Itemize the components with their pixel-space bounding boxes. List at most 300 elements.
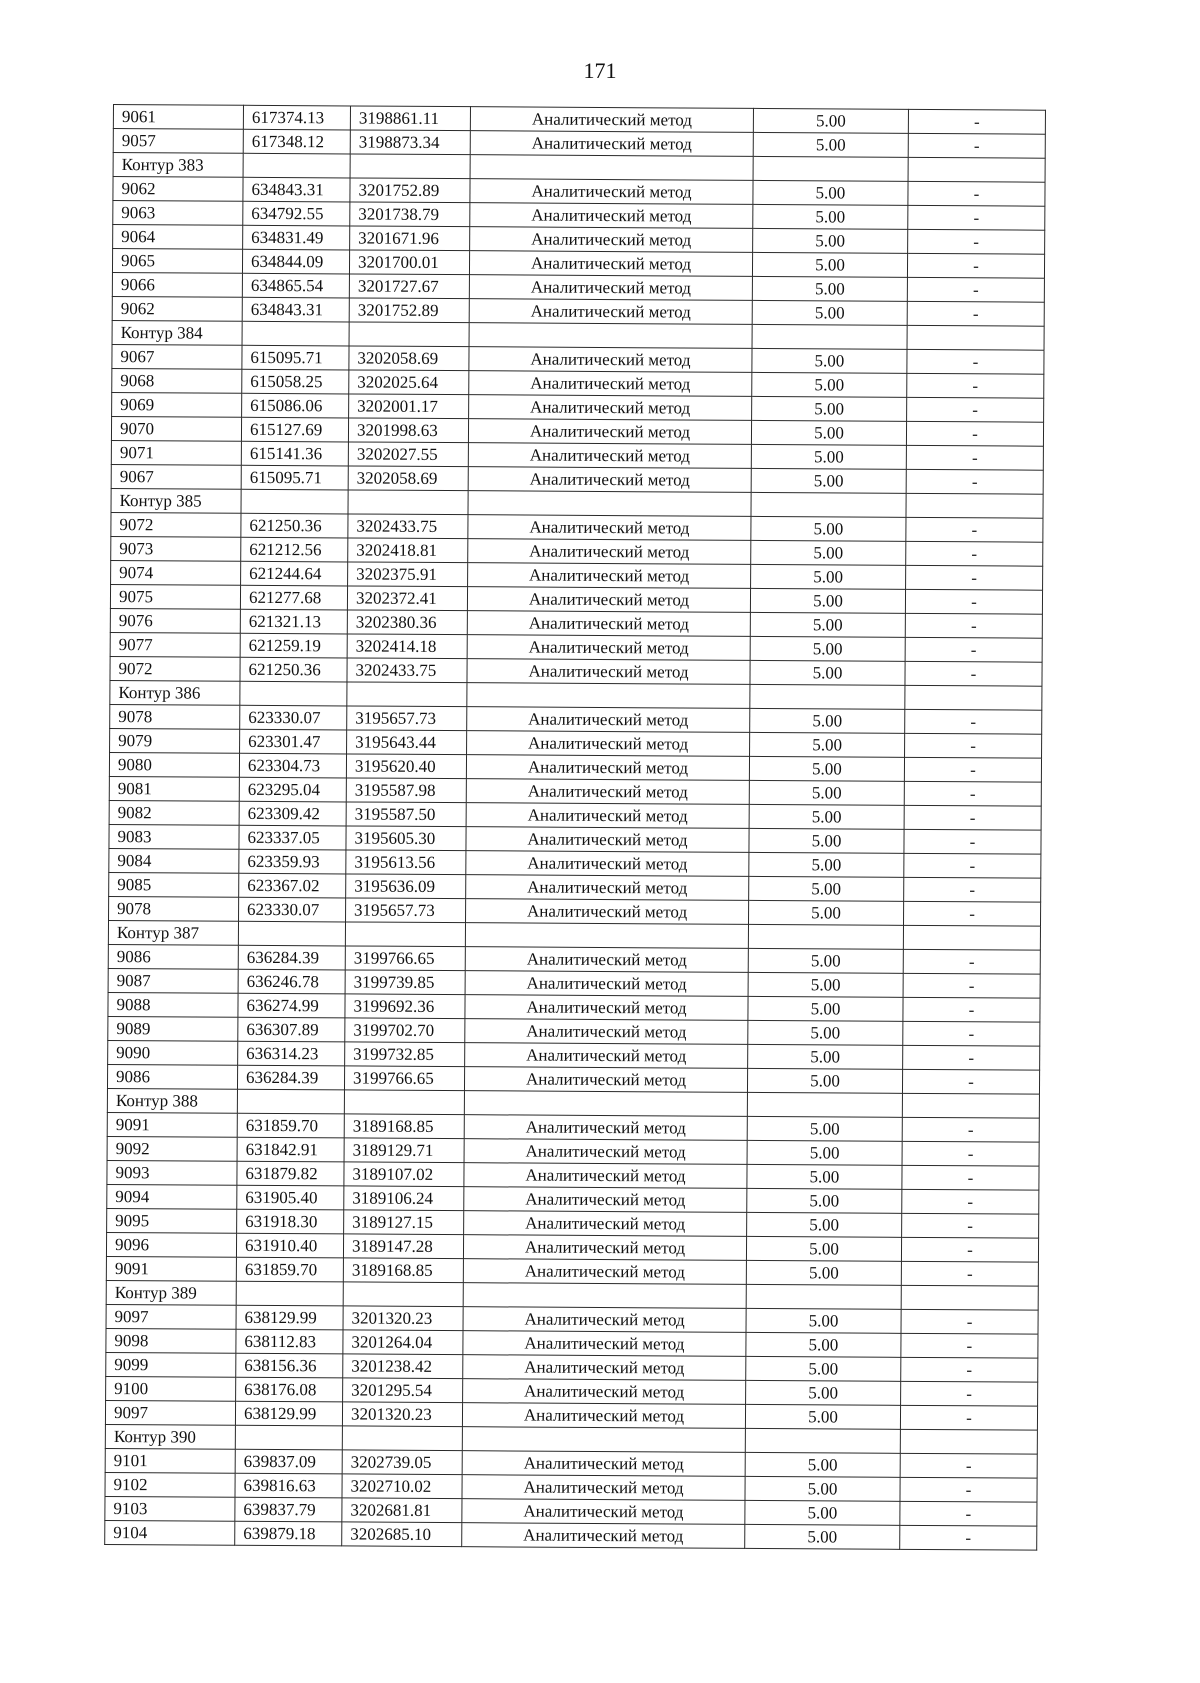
point-id-cell: 9079	[110, 728, 240, 753]
accuracy-cell: 5.00	[753, 228, 908, 253]
accuracy-cell: 5.00	[751, 468, 906, 493]
accuracy-cell: 5.00	[751, 564, 906, 589]
x-coordinate-cell: 631910.40	[236, 1233, 343, 1258]
method-cell: Аналитический метод	[463, 1235, 746, 1261]
y-coordinate-cell: 3201727.67	[349, 274, 469, 299]
accuracy-cell: 5.00	[749, 780, 904, 805]
empty-cell	[748, 924, 903, 949]
contour-label: Контур 389	[106, 1280, 236, 1305]
x-coordinate-cell: 638112.83	[236, 1329, 343, 1354]
y-coordinate-cell: 3202710.02	[342, 1474, 462, 1499]
point-id-cell: 9062	[112, 296, 242, 321]
empty-cell	[907, 325, 1044, 350]
accuracy-cell: 5.00	[752, 396, 907, 421]
method-cell: Аналитический метод	[469, 251, 752, 277]
method-cell: Аналитический метод	[469, 347, 752, 373]
accuracy-cell: 5.00	[750, 636, 905, 661]
point-id-cell: 9091	[107, 1112, 237, 1137]
point-id-cell: 9077	[110, 632, 240, 657]
x-coordinate-cell: 615127.69	[241, 417, 348, 442]
accuracy-cell: 5.00	[751, 420, 906, 445]
point-id-cell: 9062	[113, 177, 243, 202]
x-coordinate-cell: 638129.99	[236, 1305, 343, 1330]
accuracy-cell: 5.00	[752, 252, 907, 277]
point-id-cell: 9068	[112, 368, 242, 393]
note-cell: -	[905, 637, 1042, 662]
x-coordinate-cell: 615141.36	[241, 441, 348, 466]
method-cell: Аналитический метод	[466, 851, 749, 877]
point-id-cell: 9061	[113, 105, 243, 130]
empty-cell	[344, 1090, 464, 1115]
y-coordinate-cell: 3202375.91	[348, 562, 468, 587]
method-cell: Аналитический метод	[462, 1403, 745, 1429]
accuracy-cell: 5.00	[748, 948, 903, 973]
y-coordinate-cell: 3195620.40	[346, 754, 466, 779]
method-cell: Аналитический метод	[464, 1187, 747, 1213]
x-coordinate-cell: 636284.39	[237, 1065, 344, 1090]
x-coordinate-cell: 636307.89	[238, 1017, 345, 1042]
method-cell: Аналитический метод	[465, 947, 748, 973]
x-coordinate-cell: 621277.68	[240, 585, 347, 610]
method-cell: Аналитический метод	[467, 731, 750, 757]
note-cell: -	[904, 781, 1041, 806]
y-coordinate-cell: 3202027.55	[348, 442, 468, 467]
empty-cell	[241, 489, 348, 514]
empty-cell	[237, 1089, 344, 1114]
method-cell: Аналитический метод	[466, 779, 749, 805]
method-cell: Аналитический метод	[467, 635, 750, 661]
empty-cell	[243, 153, 350, 178]
y-coordinate-cell: 3201752.89	[350, 178, 470, 203]
x-coordinate-cell: 617348.12	[243, 129, 350, 154]
empty-cell	[750, 684, 905, 709]
y-coordinate-cell: 3195657.73	[347, 706, 467, 731]
x-coordinate-cell: 621244.64	[241, 561, 348, 586]
accuracy-cell: 5.00	[749, 756, 904, 781]
point-id-cell: 9064	[113, 225, 243, 250]
accuracy-cell: 5.00	[747, 1068, 902, 1093]
x-coordinate-cell: 634843.31	[242, 297, 349, 322]
note-cell: -	[900, 1525, 1037, 1550]
point-id-cell: 9103	[105, 1496, 235, 1521]
note-cell: -	[901, 1237, 1038, 1262]
point-id-cell: 9067	[112, 344, 242, 369]
x-coordinate-cell: 636274.99	[238, 993, 345, 1018]
note-cell: -	[901, 1261, 1038, 1286]
coordinates-table-body	[105, 105, 1046, 1551]
accuracy-cell: 5.00	[752, 276, 907, 301]
note-cell: -	[901, 1333, 1038, 1358]
method-cell: Аналитический метод	[470, 179, 753, 205]
method-cell: Аналитический метод	[463, 1331, 746, 1357]
y-coordinate-cell: 3199702.70	[345, 1018, 465, 1043]
method-cell: Аналитический метод	[466, 755, 749, 781]
method-cell: Аналитический метод	[462, 1475, 745, 1501]
note-cell: -	[904, 829, 1041, 854]
note-cell: -	[906, 421, 1043, 446]
accuracy-cell: 5.00	[746, 1260, 901, 1285]
point-id-cell: 9074	[111, 560, 241, 585]
accuracy-cell: 5.00	[746, 1356, 901, 1381]
method-cell: Аналитический метод	[465, 1043, 748, 1069]
note-cell: -	[903, 949, 1040, 974]
y-coordinate-cell: 3201295.54	[343, 1378, 463, 1403]
y-coordinate-cell: 3199766.65	[344, 1066, 464, 1091]
accuracy-cell: 5.00	[749, 804, 904, 829]
y-coordinate-cell: 3199766.65	[345, 946, 465, 971]
x-coordinate-cell: 639837.79	[235, 1497, 342, 1522]
x-coordinate-cell: 623337.05	[239, 825, 346, 850]
accuracy-cell: 5.00	[745, 1452, 900, 1477]
x-coordinate-cell: 623367.02	[239, 873, 346, 898]
x-coordinate-cell: 615095.71	[241, 465, 348, 490]
contour-label: Контур 386	[110, 680, 240, 705]
point-id-cell: 9099	[106, 1352, 236, 1377]
empty-cell	[467, 683, 750, 709]
accuracy-cell: 5.00	[749, 900, 904, 925]
note-cell: -	[906, 565, 1043, 590]
accuracy-cell: 5.00	[747, 1188, 902, 1213]
accuracy-cell: 5.00	[753, 132, 908, 157]
method-cell: Аналитический метод	[467, 611, 750, 637]
note-cell: -	[907, 373, 1044, 398]
method-cell: Аналитический метод	[466, 827, 749, 853]
accuracy-cell: 5.00	[751, 444, 906, 469]
x-coordinate-cell: 636314.23	[238, 1041, 345, 1066]
y-coordinate-cell: 3201320.23	[342, 1402, 462, 1427]
note-cell: -	[905, 661, 1042, 686]
x-coordinate-cell: 623330.07	[240, 705, 347, 730]
note-cell: -	[905, 589, 1042, 614]
note-cell: -	[902, 1189, 1039, 1214]
y-coordinate-cell: 3195605.30	[346, 826, 466, 851]
accuracy-cell: 5.00	[750, 588, 905, 613]
x-coordinate-cell: 638156.36	[236, 1353, 343, 1378]
note-cell: -	[907, 253, 1044, 278]
point-id-cell: 9092	[107, 1136, 237, 1161]
contour-label: Контур 383	[113, 153, 243, 178]
method-cell: Аналитический метод	[463, 1355, 746, 1381]
empty-cell	[901, 1285, 1038, 1310]
y-coordinate-cell: 3202058.69	[348, 466, 468, 491]
empty-cell	[348, 490, 468, 515]
y-coordinate-cell: 3189129.71	[344, 1138, 464, 1163]
note-cell: -	[902, 1213, 1039, 1238]
accuracy-cell: 5.00	[753, 180, 908, 205]
y-coordinate-cell: 3202058.69	[349, 346, 469, 371]
method-cell: Аналитический метод	[463, 1259, 746, 1285]
x-coordinate-cell: 634792.55	[243, 201, 350, 226]
y-coordinate-cell: 3199732.85	[345, 1042, 465, 1067]
empty-cell	[465, 923, 748, 949]
point-id-cell: 9078	[109, 896, 239, 921]
x-coordinate-cell: 623295.04	[239, 777, 346, 802]
note-cell: -	[908, 229, 1045, 254]
x-coordinate-cell: 638129.99	[235, 1401, 342, 1426]
empty-cell	[900, 1429, 1037, 1454]
empty-cell	[462, 1427, 745, 1453]
y-coordinate-cell: 3195587.98	[346, 778, 466, 803]
empty-cell	[468, 491, 751, 517]
y-coordinate-cell: 3201238.42	[343, 1354, 463, 1379]
point-id-cell: 9091	[106, 1256, 236, 1281]
note-cell: -	[906, 469, 1043, 494]
accuracy-cell: 5.00	[753, 108, 908, 133]
method-cell: Аналитический метод	[466, 899, 749, 925]
method-cell: Аналитический метод	[466, 875, 749, 901]
x-coordinate-cell: 634843.31	[243, 177, 350, 202]
x-coordinate-cell: 631859.70	[237, 1113, 344, 1138]
method-cell: Аналитический метод	[469, 371, 752, 397]
accuracy-cell: 5.00	[747, 1212, 902, 1237]
note-cell: -	[902, 1165, 1039, 1190]
y-coordinate-cell: 3198873.34	[350, 130, 470, 155]
note-cell: -	[908, 133, 1045, 158]
point-id-cell: 9090	[108, 1040, 238, 1065]
x-coordinate-cell: 623359.93	[239, 849, 346, 874]
method-cell: Аналитический метод	[462, 1451, 745, 1477]
x-coordinate-cell: 631859.70	[236, 1257, 343, 1282]
x-coordinate-cell: 634831.49	[243, 225, 350, 250]
y-coordinate-cell: 3201752.89	[349, 298, 469, 323]
note-cell: -	[908, 205, 1045, 230]
y-coordinate-cell: 3201998.63	[348, 418, 468, 443]
empty-cell	[343, 1282, 463, 1307]
accuracy-cell: 5.00	[745, 1500, 900, 1525]
point-id-cell: 9094	[107, 1184, 237, 1209]
point-id-cell: 9083	[109, 824, 239, 849]
empty-cell	[906, 493, 1043, 518]
method-cell: Аналитический метод	[464, 1211, 747, 1237]
x-coordinate-cell: 615095.71	[242, 345, 349, 370]
empty-cell	[752, 324, 907, 349]
x-coordinate-cell: 631905.40	[237, 1185, 344, 1210]
x-coordinate-cell: 638176.08	[236, 1377, 343, 1402]
note-cell: -	[907, 397, 1044, 422]
x-coordinate-cell: 636284.39	[238, 945, 345, 970]
method-cell: Аналитический метод	[468, 563, 751, 589]
note-cell: -	[902, 1141, 1039, 1166]
method-cell: Аналитический метод	[468, 443, 751, 469]
y-coordinate-cell: 3201671.96	[350, 226, 470, 251]
y-coordinate-cell: 3195636.09	[346, 874, 466, 899]
accuracy-cell: 5.00	[749, 852, 904, 877]
note-cell: -	[900, 1477, 1037, 1502]
x-coordinate-cell: 615058.25	[242, 369, 349, 394]
accuracy-cell: 5.00	[745, 1476, 900, 1501]
y-coordinate-cell: 3201738.79	[350, 202, 470, 227]
note-cell: -	[903, 1021, 1040, 1046]
y-coordinate-cell: 3201320.23	[343, 1306, 463, 1331]
note-cell: -	[908, 181, 1045, 206]
y-coordinate-cell: 3201264.04	[343, 1330, 463, 1355]
y-coordinate-cell: 3189106.24	[344, 1186, 464, 1211]
method-cell: Аналитический метод	[464, 1139, 747, 1165]
accuracy-cell: 5.00	[748, 972, 903, 997]
method-cell: Аналитический метод	[470, 107, 753, 133]
note-cell: -	[907, 301, 1044, 326]
empty-cell	[751, 492, 906, 517]
note-cell: -	[900, 1405, 1037, 1430]
note-cell: -	[906, 541, 1043, 566]
point-id-cell: 9084	[109, 848, 239, 873]
note-cell: -	[904, 805, 1041, 830]
method-cell: Аналитический метод	[467, 707, 750, 733]
method-cell: Аналитический метод	[468, 419, 751, 445]
y-coordinate-cell: 3198861.11	[350, 106, 470, 131]
point-id-cell: 9095	[107, 1208, 237, 1233]
y-coordinate-cell: 3202433.75	[348, 514, 468, 539]
accuracy-cell: 5.00	[751, 516, 906, 541]
method-cell: Аналитический метод	[469, 275, 752, 301]
y-coordinate-cell: 3201700.01	[349, 250, 469, 275]
point-id-cell: 9096	[106, 1232, 236, 1257]
x-coordinate-cell: 623301.47	[240, 729, 347, 754]
y-coordinate-cell: 3189127.15	[344, 1210, 464, 1235]
point-id-cell: 9098	[106, 1328, 236, 1353]
note-cell: -	[905, 613, 1042, 638]
method-cell: Аналитический метод	[470, 131, 753, 157]
empty-cell	[470, 155, 753, 181]
accuracy-cell: 5.00	[750, 708, 905, 733]
empty-cell	[464, 1091, 747, 1117]
y-coordinate-cell: 3202739.05	[342, 1450, 462, 1475]
accuracy-cell: 5.00	[746, 1308, 901, 1333]
method-cell: Аналитический метод	[462, 1499, 745, 1525]
point-id-cell: 9069	[112, 392, 242, 417]
accuracy-cell: 5.00	[749, 876, 904, 901]
point-id-cell: 9072	[110, 656, 240, 681]
note-cell: -	[906, 517, 1043, 542]
page-number: 171	[583, 58, 617, 83]
empty-cell	[242, 321, 349, 346]
x-coordinate-cell: 621250.36	[241, 513, 348, 538]
empty-cell	[747, 1092, 902, 1117]
point-id-cell: 9076	[110, 608, 240, 633]
accuracy-cell: 5.00	[747, 1116, 902, 1141]
y-coordinate-cell: 3202380.36	[347, 610, 467, 635]
y-coordinate-cell: 3199739.85	[345, 970, 465, 995]
note-cell: -	[904, 757, 1041, 782]
accuracy-cell: 5.00	[749, 828, 904, 853]
empty-cell	[236, 1281, 343, 1306]
method-cell: Аналитический метод	[469, 299, 752, 325]
accuracy-cell: 5.00	[753, 204, 908, 229]
x-coordinate-cell: 639837.09	[235, 1449, 342, 1474]
y-coordinate-cell: 3202418.81	[348, 538, 468, 563]
point-id-cell: 9104	[105, 1520, 235, 1545]
point-id-cell: 9078	[110, 704, 240, 729]
method-cell: Аналитический метод	[468, 515, 751, 541]
method-cell: Аналитический метод	[464, 1163, 747, 1189]
point-id-cell: 9065	[112, 249, 242, 274]
point-id-cell: 9066	[112, 272, 242, 297]
note-cell: -	[903, 973, 1040, 998]
accuracy-cell: 5.00	[746, 1380, 901, 1405]
x-coordinate-cell: 615086.06	[242, 393, 349, 418]
note-cell: -	[903, 1045, 1040, 1070]
accuracy-cell: 5.00	[752, 300, 907, 325]
method-cell: Аналитический метод	[467, 587, 750, 613]
point-id-cell: 9097	[105, 1400, 235, 1425]
point-id-cell: 9086	[107, 1064, 237, 1089]
x-coordinate-cell: 623309.42	[239, 801, 346, 826]
accuracy-cell: 5.00	[748, 996, 903, 1021]
empty-cell	[902, 1093, 1039, 1118]
accuracy-cell: 5.00	[745, 1404, 900, 1429]
point-id-cell: 9070	[111, 416, 241, 441]
y-coordinate-cell: 3202001.17	[349, 394, 469, 419]
x-coordinate-cell: 621250.36	[240, 657, 347, 682]
point-id-cell: 9089	[108, 1016, 238, 1041]
y-coordinate-cell: 3189107.02	[344, 1162, 464, 1187]
x-coordinate-cell: 639816.63	[235, 1473, 342, 1498]
empty-cell	[903, 925, 1040, 950]
method-cell: Аналитический метод	[463, 1379, 746, 1405]
empty-cell	[349, 322, 469, 347]
x-coordinate-cell: 634844.09	[242, 249, 349, 274]
method-cell: Аналитический метод	[465, 1019, 748, 1045]
empty-cell	[240, 681, 347, 706]
x-coordinate-cell: 623330.07	[239, 897, 346, 922]
empty-cell	[463, 1283, 746, 1309]
accuracy-cell: 5.00	[750, 612, 905, 637]
method-cell: Аналитический метод	[468, 539, 751, 565]
method-cell: Аналитический метод	[468, 467, 751, 493]
coordinates-table	[104, 104, 1046, 1551]
method-cell: Аналитический метод	[464, 1115, 747, 1141]
y-coordinate-cell: 3202681.81	[342, 1498, 462, 1523]
method-cell: Аналитический метод	[463, 1307, 746, 1333]
method-cell: Аналитический метод	[470, 227, 753, 253]
empty-cell	[342, 1426, 462, 1451]
note-cell: -	[905, 709, 1042, 734]
point-id-cell: 9057	[113, 129, 243, 154]
note-cell: -	[907, 349, 1044, 374]
empty-cell	[350, 154, 470, 179]
empty-cell	[235, 1425, 342, 1450]
point-id-cell: 9063	[113, 201, 243, 226]
y-coordinate-cell: 3195587.50	[346, 802, 466, 827]
contour-label: Контур 390	[105, 1424, 235, 1449]
empty-cell	[238, 921, 345, 946]
point-id-cell: 9075	[110, 584, 240, 609]
note-cell: -	[905, 733, 1042, 758]
accuracy-cell: 5.00	[748, 1044, 903, 1069]
accuracy-cell: 5.00	[752, 348, 907, 373]
y-coordinate-cell: 3202685.10	[342, 1522, 462, 1547]
y-coordinate-cell: 3202372.41	[347, 586, 467, 611]
empty-cell	[905, 685, 1042, 710]
method-cell: Аналитический метод	[469, 395, 752, 421]
method-cell: Аналитический метод	[467, 659, 750, 685]
accuracy-cell: 5.00	[745, 1524, 900, 1549]
point-id-cell: 9097	[106, 1304, 236, 1329]
point-id-cell: 9067	[111, 464, 241, 489]
point-id-cell: 9072	[111, 512, 241, 537]
method-cell: Аналитический метод	[465, 971, 748, 997]
x-coordinate-cell: 631879.82	[237, 1161, 344, 1186]
point-id-cell: 9101	[105, 1448, 235, 1473]
y-coordinate-cell: 3195613.56	[346, 850, 466, 875]
y-coordinate-cell: 3202025.64	[349, 370, 469, 395]
note-cell: -	[901, 1357, 1038, 1382]
accuracy-cell: 5.00	[748, 1020, 903, 1045]
note-cell: -	[900, 1453, 1037, 1478]
accuracy-cell: 5.00	[752, 372, 907, 397]
point-id-cell: 9102	[105, 1472, 235, 1497]
note-cell: -	[906, 445, 1043, 470]
